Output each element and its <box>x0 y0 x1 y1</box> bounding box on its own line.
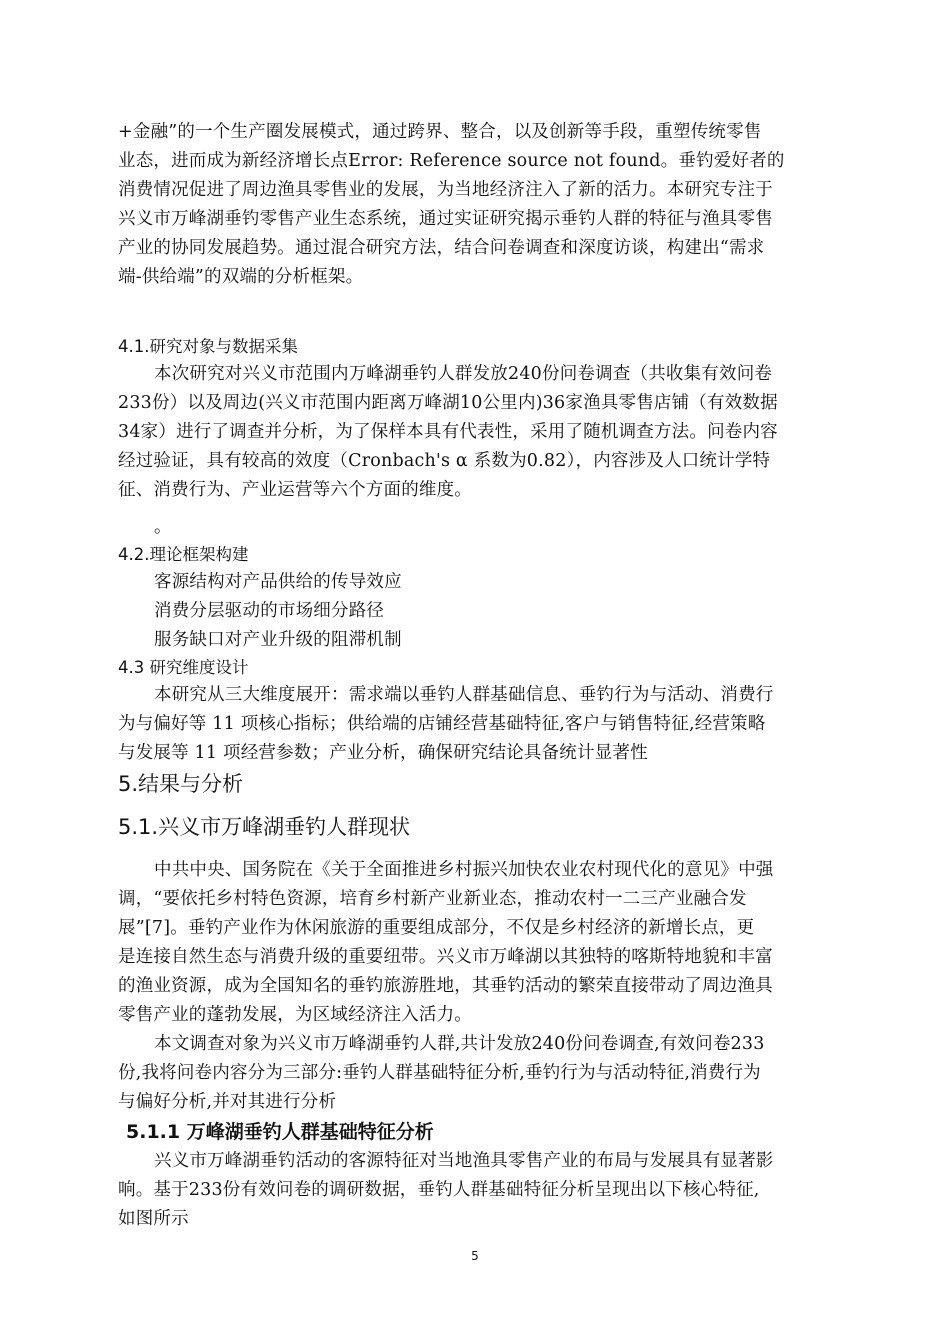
section-heading-5-1: 5.1.兴义市万峰湖垂钓人群现状 <box>118 815 411 839</box>
section-heading-5-1-1: 5.1.1 万峰湖垂钓人群基础特征分析 <box>126 1121 434 1143</box>
list-item: 客源结构对产品供给的传导效应 <box>154 572 402 592</box>
section-5-1-paragraph-1 <box>118 856 834 1030</box>
section-5-1-paragraph-2 <box>118 1030 834 1117</box>
text-line: 响。基于233份有效问卷的调研数据，垂钓人群基础特征分析呈现出以下核心特征, <box>118 1180 760 1200</box>
section-4-1-paragraph <box>118 360 834 542</box>
text-line: 中共中央、国务院在《关于全面推进乡村振兴加快农业农村现代化的意见》中强 <box>154 860 774 880</box>
text-line: 34家）进行了调查并分析，为了保样本具有代表性，采用了随机调查方法。问卷内容 <box>118 422 778 442</box>
text-line: 产业的协同发展趋势。通过混合研究方法，结合问卷调查和深度访谈，构建出“需求 <box>118 238 765 258</box>
chapter-heading-5: 5.结果与分析 <box>118 772 244 796</box>
text-line: 与发展等 11 项经营参数；产业分析，确保研究结论具备统计显著性 <box>118 743 648 763</box>
text-line: 份,我将问卷内容分为三部分:垂钓人群基础特征分析,垂钓行为与活动特征,消费行为 <box>118 1063 761 1083</box>
text-line: 兴义市万峰湖垂钓活动的客源特征对当地渔具零售产业的布局与发展具有显著影 <box>154 1151 774 1171</box>
framework-list <box>118 568 834 655</box>
text-line: 经过验证，具有较高的效度（Cronbach's α 系数为0.82），内容涉及人口统计学特 <box>118 451 771 471</box>
text-line: 征、消费行为、产业运营等六个方面的维度。 <box>118 480 472 500</box>
text-line: 零售产业的蓬勃发展，为区域经济注入活力。 <box>118 1005 472 1025</box>
text-line: 与偏好分析,并对其进行分析 <box>118 1092 337 1112</box>
section-heading-4-1: 4.1.研究对象与数据采集 <box>118 337 298 356</box>
text-line: 本次研究对兴义市范围内万峰湖垂钓人群发放240份问卷调查（共收集有效问卷 <box>154 364 773 384</box>
text-line: 为与偏好等 11 项核心指标；供给端的店铺经营基础特征,客户与销售特征,经营策略 <box>118 714 766 734</box>
section-5-1-1-paragraph <box>118 1147 834 1234</box>
text-line: 兴义市万峰湖垂钓零售产业生态系统，通过实证研究揭示垂钓人群的特征与渔具零售 <box>118 209 773 229</box>
text-line: 端-供给端”的双端的分析框架。 <box>118 267 364 287</box>
text-line: 如图所示 <box>118 1209 189 1229</box>
section-heading-4-3: 4.3 研究维度设计 <box>118 658 249 677</box>
text-line: 是连接自然生态与消费升级的重要纽带。兴义市万峰湖以其独特的喀斯特地貌和丰富 <box>118 947 773 967</box>
text-line: 调，“要依托乡村特色资源，培育乡村新产业新业态，推动农村一二三产业融合发 <box>118 889 747 909</box>
list-item: 服务缺口对产业升级的阻滞机制 <box>154 630 402 650</box>
text-line: 的渔业资源，成为全国知名的垂钓旅游胜地，其垂钓活动的繁荣直接带动了周边渔具 <box>118 976 773 996</box>
text-line: 业态，进而成为新经济增长点Error: Reference source not found。垂钓爱好者的 <box>118 151 785 171</box>
text-line: +金融”的一个生产圈发展模式，通过跨界、整合，以及创新等手段，重塑传统零售 <box>118 122 762 142</box>
text-line: 展”[7]。垂钓产业作为休闲旅游的重要组成部分，不仅是乡村经济的新增长点，更 <box>118 918 755 938</box>
text-line: 消费情况促进了周边渔具零售业的发展，为当地经济注入了新的活力。本研究专注于 <box>118 180 773 200</box>
text-line: 233份）以及周边(兴义市范围内距离万峰湖10公里内)36家渔具零售店铺（有效数据 <box>118 393 778 413</box>
section-heading-4-2: 4.2.理论框架构建 <box>118 545 249 564</box>
stray-period: 。 <box>154 517 172 537</box>
list-item: 消费分层驱动的市场细分路径 <box>154 601 385 621</box>
document-page <box>118 118 834 1234</box>
page-number: 5 <box>471 1249 479 1263</box>
intro-paragraph <box>118 118 834 292</box>
text-line: 本文调查对象为兴义市万峰湖垂钓人群,共计发放240份问卷调查,有效问卷233 <box>154 1034 765 1054</box>
section-4-3-paragraph <box>118 681 834 768</box>
text-line: 本研究从三大维度展开：需求端以垂钓人群基础信息、垂钓行为与活动、消费行 <box>154 685 774 705</box>
